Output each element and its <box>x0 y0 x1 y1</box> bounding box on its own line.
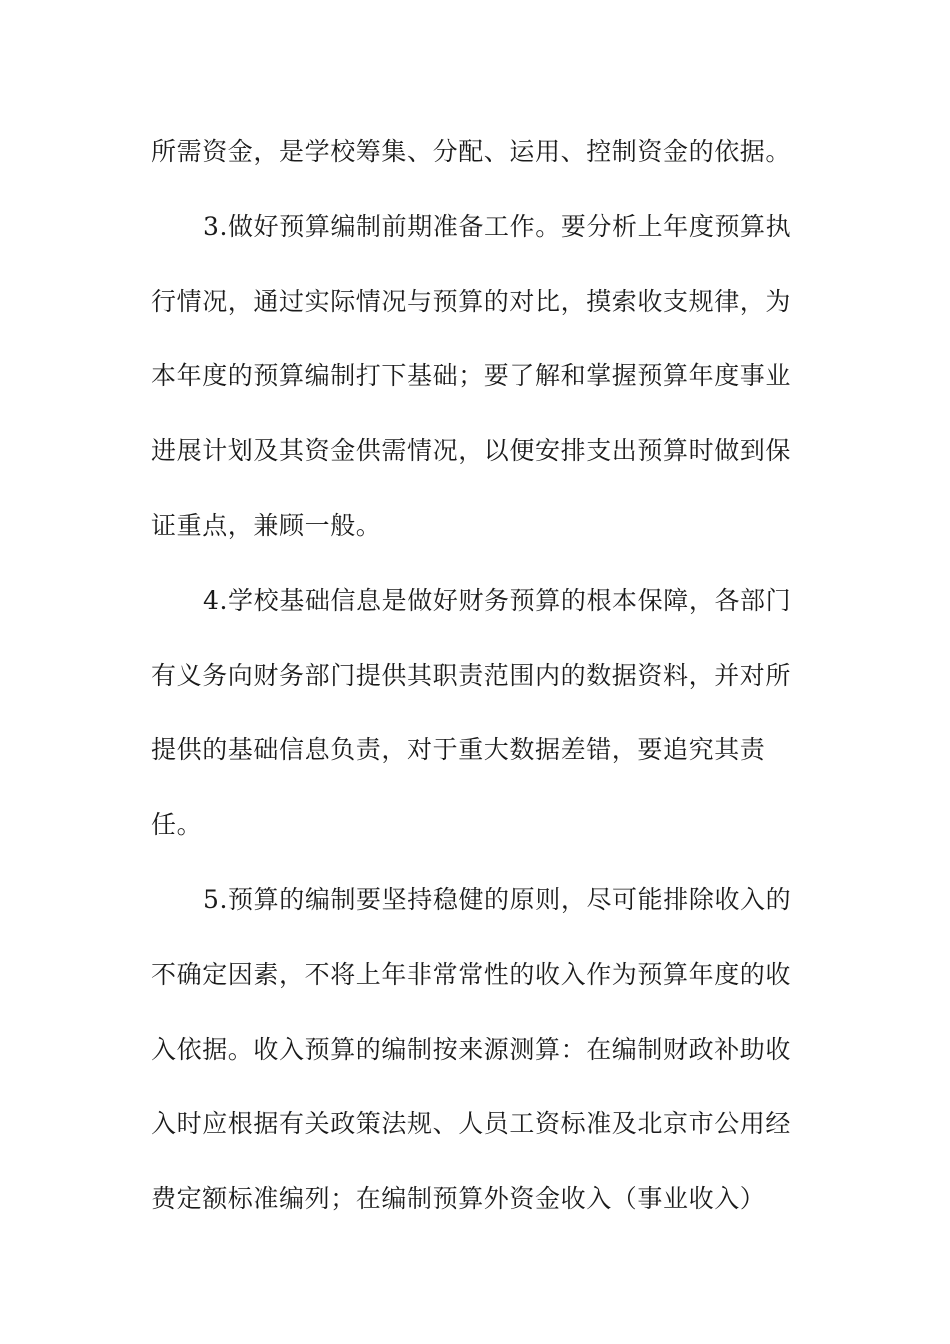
text-line: 入时应根据有关政策法规、人员工资标准及北京市公用经 <box>151 1109 792 1139</box>
text-line: 所需资金，是学校筹集、分配、运用、控制资金的依据。 <box>151 137 792 166</box>
text-line: 证重点，兼顾一般。 <box>151 510 382 540</box>
text-line: 不确定因素，不将上年非常常性的收入作为预算年度的收 <box>151 959 792 989</box>
paragraph-4-start: 4.学校基础信息是做好财务预算的根本保障，各部门 <box>203 585 792 615</box>
text-line: 本年度的预算编制打下基础；要了解和掌握预算年度事业 <box>151 361 792 391</box>
text-line: 行情况，通过实际情况与预算的对比，摸索收支规律，为 <box>151 286 792 316</box>
text-line: 提供的基础信息负责，对于重大数据差错，要追究其责 <box>151 735 766 765</box>
text-line: 进展计划及其资金供需情况，以便安排支出预算时做到保 <box>151 436 792 466</box>
paragraph-5-start: 5.预算的编制要坚持稳健的原则，尽可能排除收入的 <box>203 884 792 914</box>
body-text <box>151 127 811 1249</box>
text-line: 任。 <box>151 810 203 840</box>
paragraph-3-start: 3.做好预算编制前期准备工作。要分析上年度预算执 <box>203 211 792 241</box>
text-line: 费定额标准编列；在编制预算外资金收入（事业收入） <box>151 1184 766 1214</box>
text-line: 有义务向财务部门提供其职责范围内的数据资料，并对所 <box>151 660 792 690</box>
text-line: 入依据。收入预算的编制按来源测算：在编制财政补助收 <box>151 1034 792 1064</box>
